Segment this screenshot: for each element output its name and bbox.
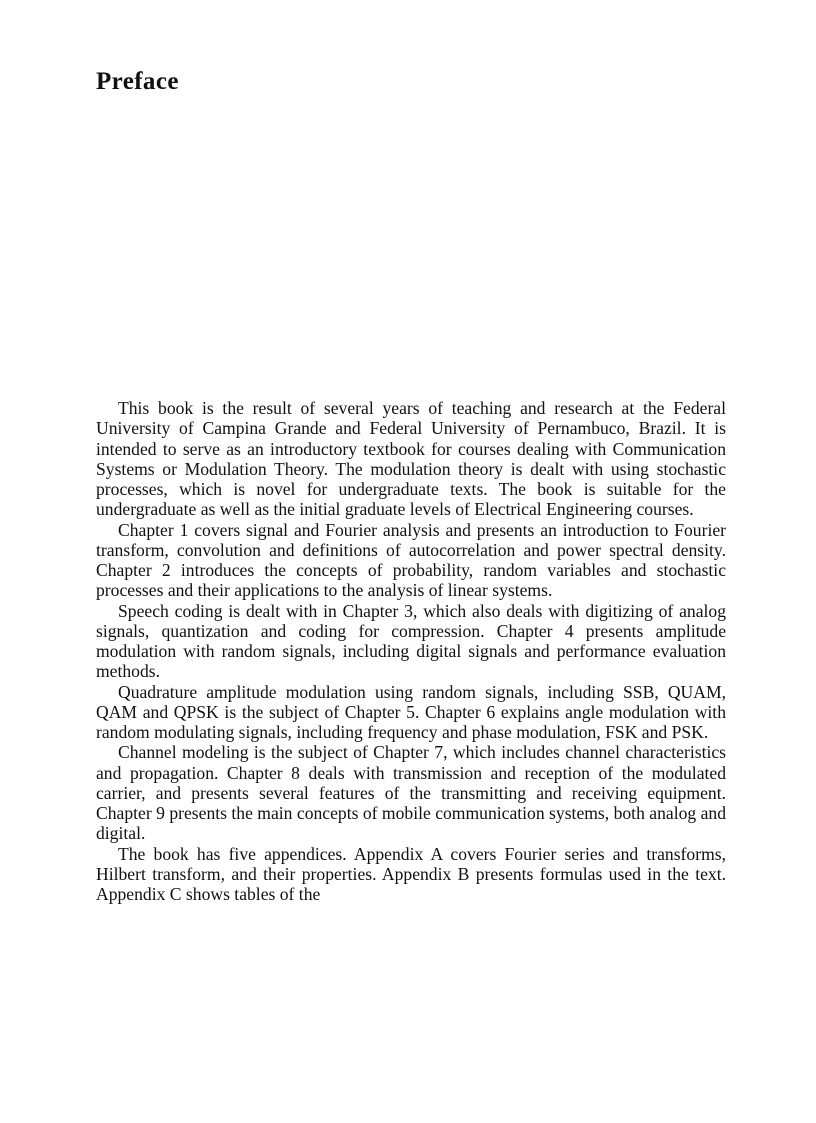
paragraph: Quadrature amplitude modulation using random signals, including SSB, QUAM, QAM and QPSK is the subject of Chapter 5. Chapter 6 explains angle modulation with random modulating signals, including frequency and phase modulation, FSK and PSK.: [96, 681, 726, 742]
page-title: Preface: [96, 68, 179, 95]
paragraph: Channel modeling is the subject of Chapter 7, which includes channel characteristics and propagation. Chapter 8 deals with transmission and reception of the modulated carrier, and presents several features of the transmitting and receiving equipment. Chapter 9 presents the main concepts of mobile communication systems, both analog and digital.: [96, 742, 726, 844]
paragraph: Chapter 1 covers signal and Fourier analysis and presents an introduction to Fourier transform, convolution and definitions of autocorrelation and power spectral density. Chapter 2 introduces the concepts of probability, random variables and stochastic processes and their applications to the analysis of linear systems.: [96, 519, 726, 601]
paragraph: Speech coding is dealt with in Chapter 3, which also deals with digitizing of analog signals, quantization and coding for compression. Chapter 4 presents amplitude modulation with random signals, including digital signals and performance evaluation methods.: [96, 600, 726, 682]
paragraph: The book has five appendices. Appendix A covers Fourier series and transforms, Hilbert transform, and their properties. Appendix B presents formulas used in the text. Appendix C shows tables of the: [96, 843, 726, 904]
body-text: [96, 398, 726, 904]
paragraph: This book is the result of several years of teaching and research at the Federal University of Campina Grande and Federal University of Pernambuco, Brazil. It is intended to serve as an introductory textbook for courses dealing with Communication Systems or Modulation Theory. The modulation theory is dealt with using stochastic processes, which is novel for undergraduate texts. The book is suitable for the undergraduate as well as the initial graduate levels of Electrical Engineering courses.: [96, 398, 726, 520]
